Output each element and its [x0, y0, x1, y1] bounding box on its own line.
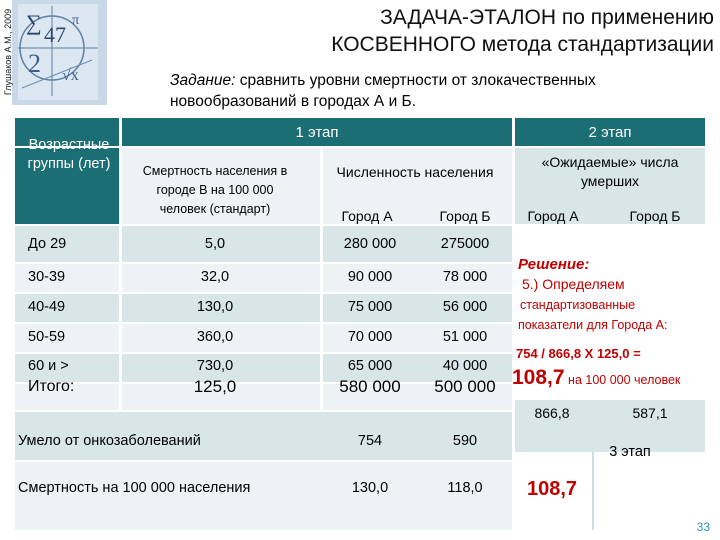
- row-std-mortality: 32,0: [200, 269, 230, 285]
- population-header: Численность населения: [336, 163, 494, 180]
- row-pop-b: 51 000: [442, 329, 488, 345]
- mortality-label: Смертность на 100 000 населения: [18, 480, 251, 496]
- svg-text:47: 47: [44, 22, 66, 47]
- total-label: Итого:: [28, 378, 75, 395]
- row-std-mortality: 360,0: [196, 329, 234, 345]
- solution-step: 5.) Определяем: [522, 276, 625, 292]
- row-age: 60 и >: [28, 358, 69, 374]
- stage1-header: 1 этап: [295, 123, 339, 141]
- solution-result-value: 108,7: [512, 366, 565, 389]
- row-pop-b: 78 000: [442, 269, 488, 285]
- std-mortality-header: Смертность населения в городе В на 100 000 человек (стандарт): [142, 163, 288, 216]
- row-pop-a: 70 000: [347, 329, 393, 345]
- page-number: 33: [696, 520, 710, 534]
- cancer-deaths-b: 590: [452, 433, 478, 449]
- cancer-deaths-label: Умело от онкозаболеваний: [18, 433, 201, 449]
- row-pop-a: 75 000: [347, 299, 393, 315]
- row-pop-b: 275000: [440, 236, 490, 252]
- math-collage-icon: [12, 0, 107, 105]
- solution-text1: стандартизованные: [520, 298, 636, 312]
- page-title-line2: КОСВЕННОГО метода стандартизации: [331, 33, 714, 56]
- svg-text:√x: √x: [62, 67, 79, 84]
- total-pop-b: 500 000: [434, 377, 496, 396]
- expected-sum-a: 866,8: [534, 405, 570, 421]
- city-b-header: Город Б: [439, 208, 491, 224]
- solution-result: [512, 366, 717, 390]
- svg-text:∑: ∑: [26, 10, 42, 35]
- row-age: 30-39: [28, 269, 66, 285]
- row-age: 50-59: [28, 329, 66, 345]
- solution-text2: показатели для Города А:: [518, 318, 668, 332]
- page-title-line1: ЗАДАЧА-ЭТАЛОН по применению: [380, 6, 714, 29]
- expected-city-b-header: Город Б: [629, 208, 681, 224]
- expected-deaths-header: «Ожидаемые» числа умерших: [541, 154, 679, 189]
- cancer-deaths-a: 754: [357, 433, 383, 449]
- row-age: 40-49: [28, 299, 66, 315]
- solution-formula: 754 / 866,8 Х 125,0 =: [516, 346, 641, 361]
- row-pop-b: 56 000: [442, 299, 488, 315]
- row-pop-a: 90 000: [347, 269, 393, 285]
- stage3-result: 108,7: [526, 477, 578, 500]
- mortality-a: 130,0: [351, 480, 389, 496]
- author-credit: Глушаков А.М., 2009: [3, 8, 13, 96]
- stage2-header: 2 этап: [588, 123, 632, 141]
- expected-sum-b: 587,1: [632, 405, 668, 421]
- solution-title: Решение:: [518, 256, 590, 273]
- city-a-header: Город А: [341, 208, 393, 224]
- row-age: До 29: [28, 236, 67, 252]
- row-std-mortality: 730,0: [196, 358, 234, 374]
- logo-collage: [12, 0, 107, 105]
- mortality-b: 118,0: [447, 480, 483, 496]
- expected-city-a-header: Город А: [527, 208, 579, 224]
- task-text: [170, 70, 715, 112]
- row-pop-a: 280 000: [343, 236, 397, 252]
- row-pop-a: 65 000: [347, 358, 393, 374]
- age-groups-header: Возрастные группы (лет): [27, 137, 111, 172]
- row-std-mortality: 130,0: [196, 299, 234, 315]
- task-label: Задание:: [170, 72, 236, 89]
- row-std-mortality: 5,0: [204, 236, 226, 252]
- task-line1: сравнить уровни смертности от злокачественных: [235, 72, 596, 89]
- task-line2: новообразований в городах А и Б.: [170, 93, 417, 110]
- svg-text:2: 2: [28, 49, 41, 78]
- total-std: 125,0: [193, 377, 237, 396]
- svg-text:π: π: [72, 13, 80, 28]
- row-pop-b: 40 000: [442, 358, 488, 374]
- total-pop-a: 580 000: [339, 377, 401, 396]
- stage3-label: 3 этап: [609, 444, 651, 460]
- solution-result-unit: на 100 000 человек: [564, 373, 681, 387]
